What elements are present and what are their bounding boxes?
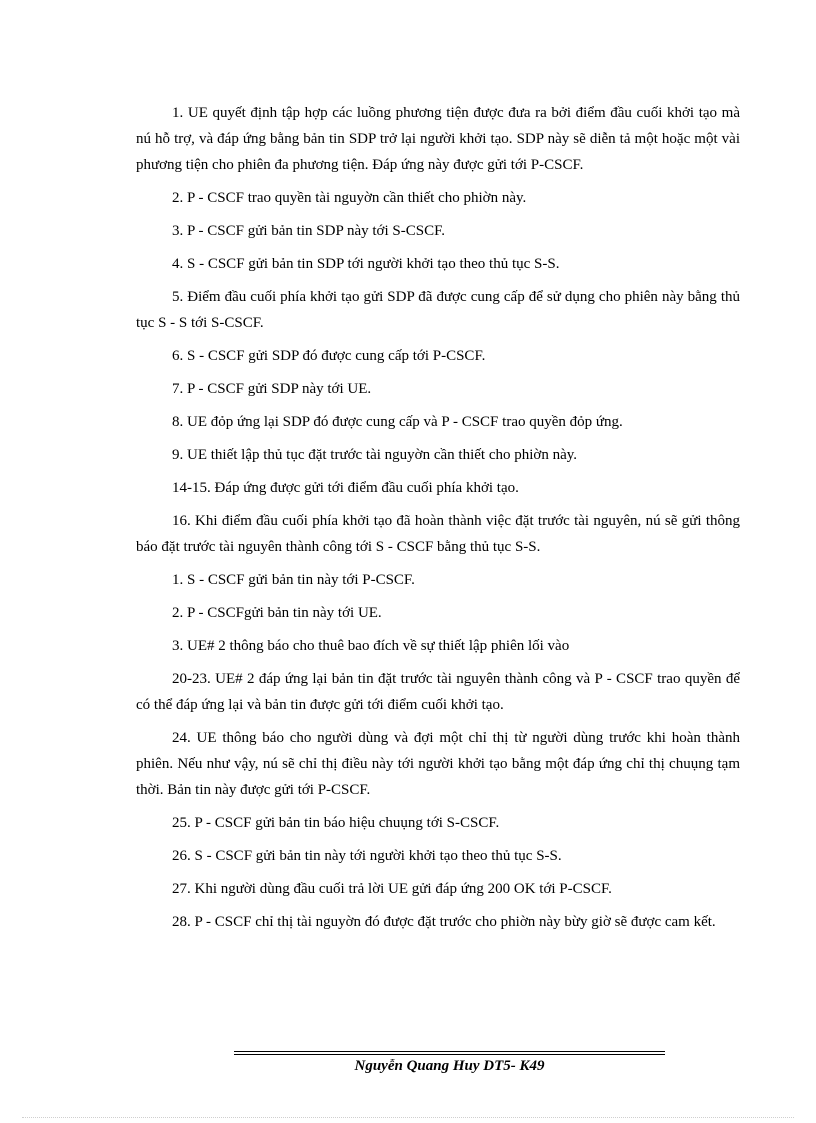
- paragraph: 1. S - CSCF gửi bản tin này tới P-CSCF.: [172, 572, 415, 588]
- footer-divider: [234, 1054, 665, 1055]
- paragraph: 6. S - CSCF gửi SDP đó được cung cấp tới P-CSCF.: [172, 348, 486, 364]
- paragraph: 7. P - CSCF gửi SDP này tới UE.: [172, 381, 372, 397]
- paragraph: 4. S - CSCF gửi bản tin SDP tới người khởi tạo theo thủ tục S-S.: [172, 256, 560, 272]
- footer-divider: [234, 1051, 665, 1052]
- paragraph: 24. UE thông báo cho người dùng và đợi một chỉ thị từ người dùng trước khi hoàn thành phiên. Nếu như vậy, nú sẽ chỉ thị điều này tới người khởi tạo bằng một đáp ứng chỉ thị chuụng tạm thời. Bản tin này được gửi tới P-CSCF.: [136, 730, 740, 798]
- paragraph: 14-15. Đáp ứng được gửi tới điểm đầu cuối phía khởi tạo.: [172, 480, 519, 496]
- paragraph: 2. P - CSCFgửi bản tin này tới UE.: [172, 605, 382, 621]
- paragraph: 9. UE thiết lập thủ tục đặt trước tài nguyờn cần thiết cho phiờn này.: [172, 447, 578, 463]
- footer-author: Nguyễn Quang Huy DT5- K49: [354, 1058, 545, 1074]
- paragraph: 8. UE đỏp ứng lại SDP đó được cung cấp và P - CSCF trao quyền đỏp ứng.: [172, 414, 623, 430]
- paragraph: 2. P - CSCF trao quyền tài nguyờn cần thiết cho phiờn này.: [172, 190, 527, 206]
- paragraph: 20-23. UE# 2 đáp ứng lại bản tin đặt trước tài nguyên thành công và P - CSCF trao quyền để có thể đáp ứng lại và bản tin được gửi tới điểm cuối khởi tạo.: [136, 671, 740, 713]
- paragraph: 25. P - CSCF gửi bản tin báo hiệu chuụng tới S-CSCF.: [172, 815, 500, 831]
- paragraph: 16. Khi điểm đầu cuối phía khởi tạo đã hoàn thành việc đặt trước tài nguyên, nú sẽ gửi thông báo đặt trước tài nguyên thành công tới S - CSCF bằng thủ tục S-S.: [136, 513, 740, 555]
- paragraph: 3. P - CSCF gửi bản tin SDP này tới S-CSCF.: [172, 223, 445, 239]
- paragraph: 1. UE quyết định tập hợp các luồng phương tiện được đưa ra bởi điểm đầu cuối khởi tạo mà nú hỗ trợ, và đáp ứng bằng bản tin SDP trở lại người khởi tạo. SDP này sẽ diễn tả một hoặc một vài phương tiện cho phiên đa phương tiện. Đáp ứng này được gửi tới P-CSCF.: [136, 105, 740, 173]
- page-bottom-edge: [22, 1117, 794, 1118]
- document-body: [136, 100, 740, 942]
- paragraph: 26. S - CSCF gửi bản tin này tới người khởi tạo theo thủ tục S-S.: [172, 848, 562, 864]
- paragraph: 27. Khi người dùng đầu cuối trả lời UE gửi đáp ứng 200 OK tới P-CSCF.: [172, 881, 612, 897]
- paragraph: 5. Điểm đầu cuối phía khởi tạo gửi SDP đã được cung cấp để sử dụng cho phiên này bằng thủ tục S - S tới S-CSCF.: [136, 289, 740, 331]
- paragraph: 28. P - CSCF chỉ thị tài nguyờn đó được đặt trước cho phiờn này bừy giờ sẽ được cam kết.: [172, 914, 716, 930]
- paragraph: 3. UE# 2 thông báo cho thuê bao đích về sự thiết lập phiên lối vào: [172, 638, 570, 654]
